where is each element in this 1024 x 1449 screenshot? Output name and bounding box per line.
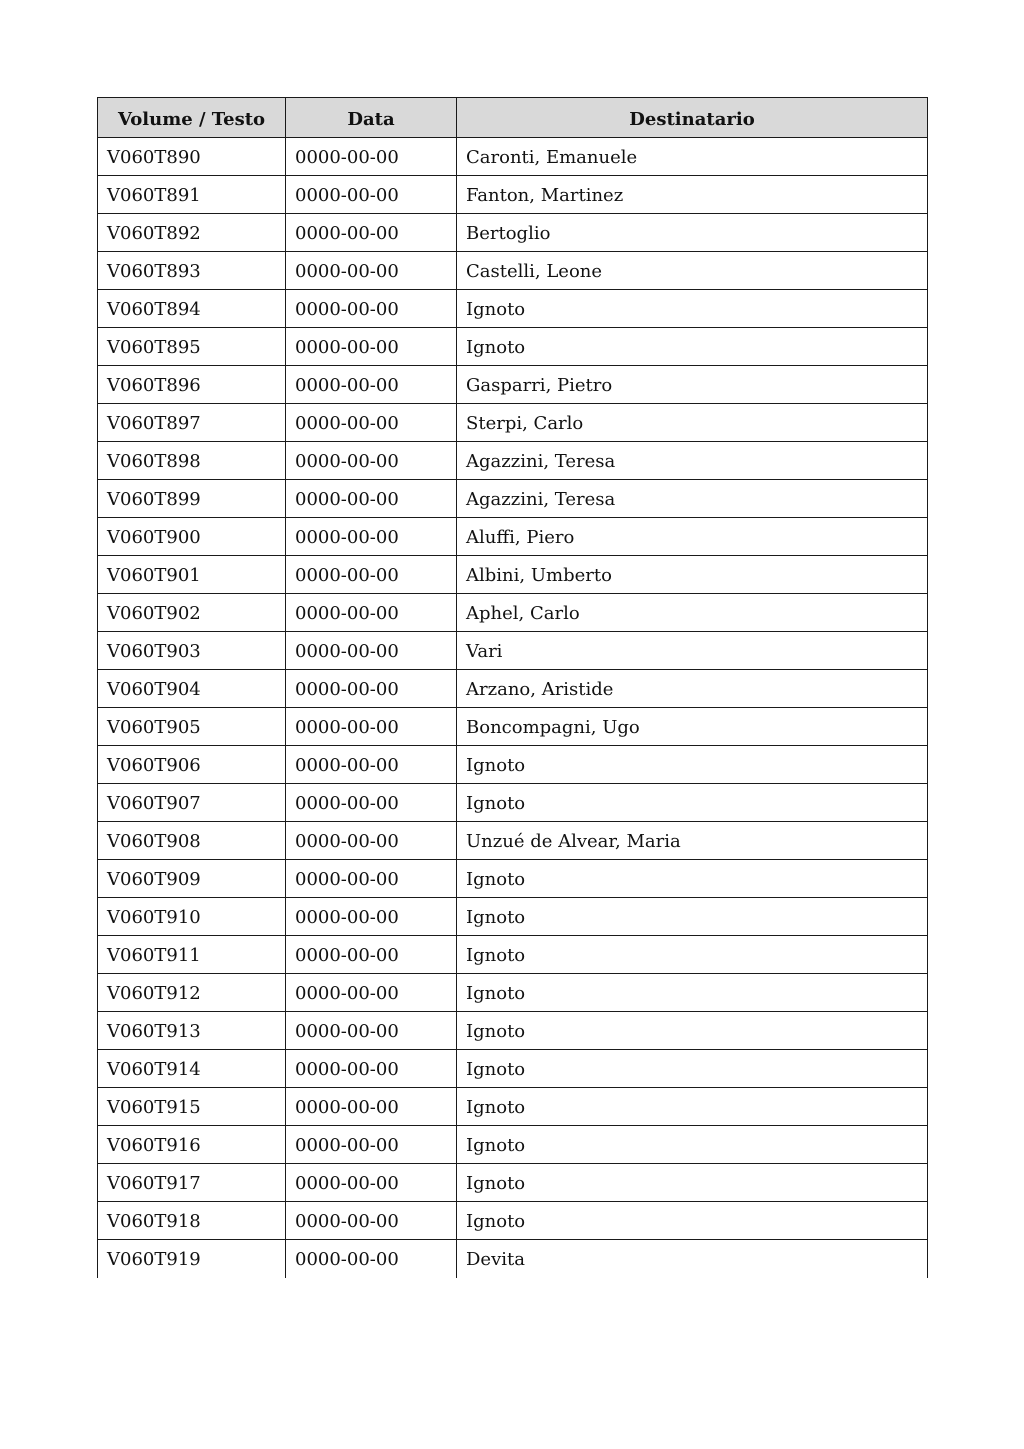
table-row	[98, 1202, 928, 1240]
cell-destinatario: Boncompagni, Ugo	[457, 708, 928, 746]
letters-table-wrapper	[97, 97, 927, 1278]
cell-destinatario: Ignoto	[457, 860, 928, 898]
cell-destinatario: Devita	[457, 1240, 928, 1278]
cell-data: 0000-00-00	[286, 480, 457, 518]
cell-destinatario: Arzano, Aristide	[457, 670, 928, 708]
table-row	[98, 1240, 928, 1278]
cell-volume-testo: V060T914	[98, 1050, 286, 1088]
table-row	[98, 822, 928, 860]
cell-volume-testo: V060T894	[98, 290, 286, 328]
cell-destinatario: Ignoto	[457, 1050, 928, 1088]
cell-volume-testo: V060T890	[98, 138, 286, 176]
table-row	[98, 138, 928, 176]
cell-volume-testo: V060T897	[98, 404, 286, 442]
table-row	[98, 1164, 928, 1202]
cell-destinatario: Castelli, Leone	[457, 252, 928, 290]
cell-data: 0000-00-00	[286, 138, 457, 176]
cell-volume-testo: V060T905	[98, 708, 286, 746]
cell-volume-testo: V060T896	[98, 366, 286, 404]
cell-volume-testo: V060T898	[98, 442, 286, 480]
cell-destinatario: Ignoto	[457, 1202, 928, 1240]
cell-volume-testo: V060T909	[98, 860, 286, 898]
table-row	[98, 480, 928, 518]
cell-volume-testo: V060T903	[98, 632, 286, 670]
table-row	[98, 214, 928, 252]
cell-data: 0000-00-00	[286, 252, 457, 290]
cell-data: 0000-00-00	[286, 1202, 457, 1240]
cell-destinatario: Ignoto	[457, 936, 928, 974]
cell-data: 0000-00-00	[286, 290, 457, 328]
cell-data: 0000-00-00	[286, 556, 457, 594]
table-row	[98, 290, 928, 328]
cell-destinatario: Aluffi, Piero	[457, 518, 928, 556]
cell-data: 0000-00-00	[286, 328, 457, 366]
table-row	[98, 1088, 928, 1126]
table-header	[98, 98, 928, 138]
cell-volume-testo: V060T916	[98, 1126, 286, 1164]
cell-data: 0000-00-00	[286, 1050, 457, 1088]
table-row	[98, 746, 928, 784]
cell-destinatario: Ignoto	[457, 1012, 928, 1050]
cell-destinatario: Aphel, Carlo	[457, 594, 928, 632]
cell-volume-testo: V060T917	[98, 1164, 286, 1202]
cell-destinatario: Ignoto	[457, 290, 928, 328]
cell-data: 0000-00-00	[286, 860, 457, 898]
cell-volume-testo: V060T911	[98, 936, 286, 974]
cell-data: 0000-00-00	[286, 670, 457, 708]
cell-data: 0000-00-00	[286, 1088, 457, 1126]
table-row	[98, 632, 928, 670]
cell-destinatario: Ignoto	[457, 1164, 928, 1202]
table-row	[98, 594, 928, 632]
cell-data: 0000-00-00	[286, 898, 457, 936]
table-row	[98, 670, 928, 708]
cell-volume-testo: V060T900	[98, 518, 286, 556]
cell-destinatario: Ignoto	[457, 784, 928, 822]
cell-data: 0000-00-00	[286, 1240, 457, 1278]
cell-data: 0000-00-00	[286, 518, 457, 556]
cell-data: 0000-00-00	[286, 974, 457, 1012]
cell-destinatario: Albini, Umberto	[457, 556, 928, 594]
cell-data: 0000-00-00	[286, 404, 457, 442]
cell-data: 0000-00-00	[286, 746, 457, 784]
table-row	[98, 1012, 928, 1050]
cell-destinatario: Ignoto	[457, 746, 928, 784]
cell-destinatario: Gasparri, Pietro	[457, 366, 928, 404]
cell-volume-testo: V060T904	[98, 670, 286, 708]
cell-destinatario: Caronti, Emanuele	[457, 138, 928, 176]
header-destinatario: Destinatario	[457, 98, 928, 138]
table-row	[98, 1126, 928, 1164]
table-row	[98, 708, 928, 746]
cell-data: 0000-00-00	[286, 936, 457, 974]
cell-volume-testo: V060T892	[98, 214, 286, 252]
cell-volume-testo: V060T891	[98, 176, 286, 214]
table-row	[98, 556, 928, 594]
cell-volume-testo: V060T899	[98, 480, 286, 518]
cell-destinatario: Sterpi, Carlo	[457, 404, 928, 442]
cell-volume-testo: V060T906	[98, 746, 286, 784]
table-row	[98, 898, 928, 936]
cell-destinatario: Ignoto	[457, 1088, 928, 1126]
table-row	[98, 252, 928, 290]
cell-data: 0000-00-00	[286, 784, 457, 822]
table-row	[98, 176, 928, 214]
cell-destinatario: Fanton, Martinez	[457, 176, 928, 214]
cell-volume-testo: V060T919	[98, 1240, 286, 1278]
table-row	[98, 936, 928, 974]
table-row	[98, 442, 928, 480]
cell-data: 0000-00-00	[286, 366, 457, 404]
table-row	[98, 860, 928, 898]
cell-volume-testo: V060T908	[98, 822, 286, 860]
table-row	[98, 328, 928, 366]
cell-data: 0000-00-00	[286, 708, 457, 746]
cell-destinatario: Agazzini, Teresa	[457, 442, 928, 480]
header-data: Data	[286, 98, 457, 138]
cell-volume-testo: V060T913	[98, 1012, 286, 1050]
cell-volume-testo: V060T902	[98, 594, 286, 632]
cell-data: 0000-00-00	[286, 442, 457, 480]
cell-data: 0000-00-00	[286, 176, 457, 214]
cell-data: 0000-00-00	[286, 1126, 457, 1164]
header-row	[98, 98, 928, 138]
cell-destinatario: Ignoto	[457, 1126, 928, 1164]
cell-volume-testo: V060T901	[98, 556, 286, 594]
table-row	[98, 366, 928, 404]
cell-volume-testo: V060T895	[98, 328, 286, 366]
cell-data: 0000-00-00	[286, 822, 457, 860]
cell-volume-testo: V060T918	[98, 1202, 286, 1240]
cell-destinatario: Bertoglio	[457, 214, 928, 252]
table-row	[98, 404, 928, 442]
cell-volume-testo: V060T915	[98, 1088, 286, 1126]
table-row	[98, 974, 928, 1012]
cell-destinatario: Unzué de Alvear, Maria	[457, 822, 928, 860]
cell-volume-testo: V060T912	[98, 974, 286, 1012]
cell-destinatario: Ignoto	[457, 974, 928, 1012]
cell-volume-testo: V060T893	[98, 252, 286, 290]
header-volume-testo: Volume / Testo	[98, 98, 286, 138]
cell-data: 0000-00-00	[286, 594, 457, 632]
cell-destinatario: Ignoto	[457, 898, 928, 936]
letters-table	[97, 97, 928, 1278]
cell-data: 0000-00-00	[286, 214, 457, 252]
cell-destinatario: Vari	[457, 632, 928, 670]
table-row	[98, 518, 928, 556]
table-row	[98, 784, 928, 822]
table-body	[98, 138, 928, 1278]
cell-volume-testo: V060T907	[98, 784, 286, 822]
cell-data: 0000-00-00	[286, 1012, 457, 1050]
cell-data: 0000-00-00	[286, 632, 457, 670]
cell-data: 0000-00-00	[286, 1164, 457, 1202]
cell-destinatario: Ignoto	[457, 328, 928, 366]
cell-volume-testo: V060T910	[98, 898, 286, 936]
table-row	[98, 1050, 928, 1088]
cell-destinatario: Agazzini, Teresa	[457, 480, 928, 518]
